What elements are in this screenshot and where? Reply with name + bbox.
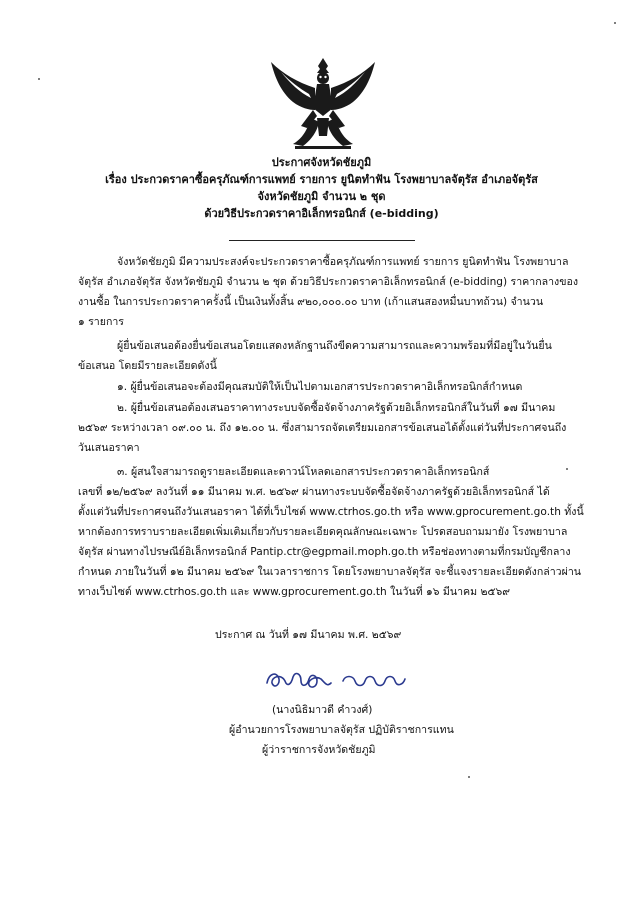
garuda-emblem <box>267 52 379 152</box>
list-item: ๑. ผู้ยื่นข้อเสนอจะต้องมีคุณสมบัติให้เป็นไปตามเอกสารประกวดราคาอิเล็กทรอนิกส์กำหนด <box>117 381 523 393</box>
list-item-line: ตั้งแต่วันที่ประกาศจนถึงวันเสนอราคา ได้ที่เว็บไซต์ www.ctrhos.go.th หรือ www.gprocurement.go.th ทั้งนี้ <box>78 506 584 518</box>
scan-speck <box>468 776 470 778</box>
scan-speck <box>614 22 616 24</box>
announcement-title: ประกาศจังหวัดชัยภูมิ <box>271 156 372 169</box>
list-item-line: หากต้องการทราบรายละเอียดเพิ่มเติมเกี่ยวกับรายละเอียดคุณลักษณะเฉพาะ โปรดสอบถามมายัง โรงพยาบาล <box>78 526 568 538</box>
list-item: ๒. ผู้ยื่นข้อเสนอต้องเสนอราคาทางระบบจัดซื้อจัดจ้างภาครัฐด้วยอิเล็กทรอนิกส์ในวันที่ ๑๗ มีนาคม <box>117 402 556 414</box>
announcement-date: ประกาศ ณ วันที่ ๑๗ มีนาคม พ.ศ. ๒๕๖๙ <box>215 629 402 641</box>
subject-line: เรื่อง ประกวดราคาซื้อครุภัณฑ์การแพทย์ รายการ ยูนิตทำฟัน โรงพยาบาลจัตุรัส อำเภอจัตุรัส <box>105 173 538 186</box>
handwritten-signature <box>263 663 408 695</box>
list-item-line: เลขที่ ๑๒/๒๕๖๙ ลงวันที่ ๑๑ มีนาคม พ.ศ. ๒๕๖๙ ผ่านทางระบบจัดซื้อจัดจ้างภาครัฐด้วยอิเล็กทรอนิกส์ ได้ <box>78 486 550 498</box>
paragraph-line: งานซื้อ ในการประกวดราคาครั้งนี้ เป็นเงินทั้งสิ้น ๙๒๐,๐๐๐.๐๐ บาท (เก้าแสนสองหมื่นบาทถ้วน) จำนวน <box>78 296 544 308</box>
list-item-line: ทางเว็บไซต์ www.ctrhos.go.th และ www.gprocurement.go.th ในวันที่ ๑๖ มีนาคม ๒๕๖๙ <box>78 586 510 598</box>
paragraph-line: ข้อเสนอ โดยมีรายละเอียดดังนี้ <box>78 360 217 372</box>
list-item-line: ๒๕๖๙ ระหว่างเวลา ๐๙.๐๐ น. ถึง ๑๒.๐๐ น. ซึ่งสามารถจัดเตรียมเอกสารข้อเสนอได้ตั้งแต่วันที่ประกาศจนถึง <box>78 422 567 434</box>
list-item: ๓. ผู้สนใจสามารถดูรายละเอียดและดาวน์โหลดเอกสารประกวดราคาอิเล็กทรอนิกส์ <box>117 466 490 478</box>
scan-speck <box>566 468 568 470</box>
signatory-title: ผู้อำนวยการโรงพยาบาลจัตุรัส ปฏิบัติราชการแทน <box>229 724 454 736</box>
paragraph-line: จังหวัดชัยภูมิ มีความประสงค์จะประกวดราคาซื้อครุภัณฑ์การแพทย์ รายการ ยูนิตทำฟัน โรงพยาบาล <box>117 256 569 268</box>
subject-line-3: ด้วยวิธีประกวดราคาอิเล็กทรอนิกส์ (e-bidding) <box>204 207 439 220</box>
header-divider <box>229 240 415 241</box>
paragraph-line: ๑ รายการ <box>78 316 124 328</box>
subject-line-2: จังหวัดชัยภูมิ จำนวน ๒ ชุด <box>257 190 386 203</box>
signatory-title-2: ผู้ว่าราชการจังหวัดชัยภูมิ <box>262 744 376 756</box>
paragraph-line: จัตุรัส อำเภอจัตุรัส จังหวัดชัยภูมิ จำนวน ๒ ชุด ด้วยวิธีประกวดราคาอิเล็กทรอนิกส์ (e-bidding) ราคากลางของ <box>78 276 579 288</box>
list-item-line: วันเสนอราคา <box>78 442 140 454</box>
paragraph-line: ผู้ยื่นข้อเสนอต้องยื่นข้อเสนอโดยแสดงหลักฐานถึงขีดความสามารถและความพร้อมที่มีอยู่ในวันยื่น <box>117 340 552 352</box>
list-item-line: จัตุรัส ผ่านทางไปรษณีย์อิเล็กทรอนิกส์ Pantip.ctr@egpmail.moph.go.th หรือช่องทางตามที่กรมบัญชีกลาง <box>78 546 571 558</box>
signatory-name: (นางนิธิมาวดี คำวงศ์) <box>272 704 373 716</box>
scan-speck <box>38 78 40 80</box>
list-item-line: กำหนด ภายในวันที่ ๑๒ มีนาคม ๒๕๖๙ ในเวลาราชการ โดยโรงพยาบาลจัตุรัส จะชี้แจงรายละเอียดดังกล่าวผ่าน <box>78 566 582 578</box>
